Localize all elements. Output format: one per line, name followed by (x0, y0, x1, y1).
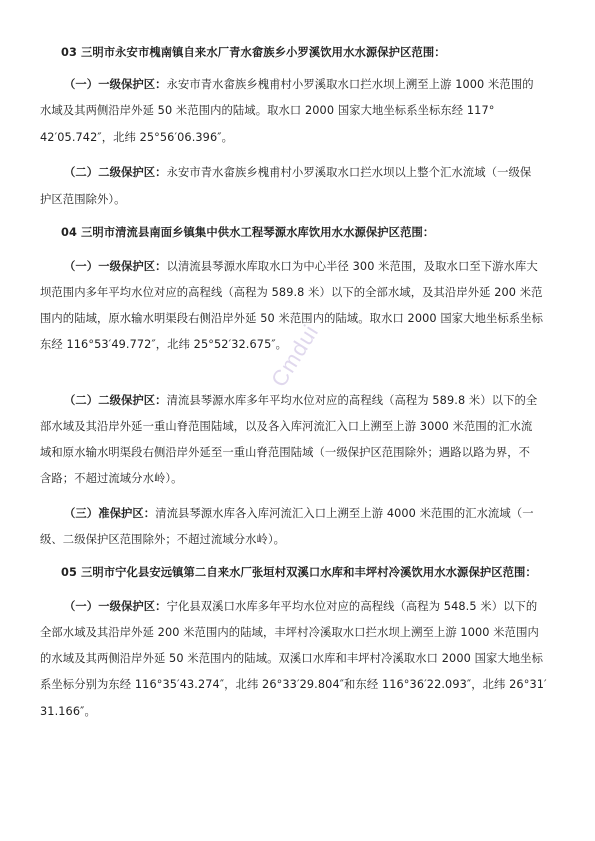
section-04-heading: 04 三明市清流县南面乡镇集中供水工程琴源水库饮用水水源保护区范围： (61, 226, 435, 239)
section-03-para-2-line-2: 护区范围除外）。 (40, 193, 126, 206)
section-04-para-2-line-3: 域和原水输水明渠段右侧沿岸外延至一重山脊范围陆域（一级保护区范围除外；遇路以路为界，不 (40, 446, 531, 459)
section-03-heading: 03 三明市永安市槐南镇自来水厂青水畲族乡小罗溪饮用水水源保护区范围： (61, 46, 446, 59)
section-05-para-1-line-2: 全部水域及其沿岸外延 200 米范围内的陆域，丰坪村冷溪取水口拦水坝上溯至上游 1000 米范围内 (40, 626, 539, 639)
section-03-para-2-line-1: （二）二级保护区：永安市青水畲族乡槐甫村小罗溪取水口拦水坝以上整个汇水流域（一级保 (64, 166, 532, 179)
section-03-para-1-line-1: （一）一级保护区：永安市青水畲族乡槐甫村小罗溪取水口拦水坝上溯至上游 1000 米范围的 (64, 78, 534, 91)
section-03-para-1-line-3: 42′05.742″，北纬 25°56′06.396″。 (40, 131, 233, 144)
section-04-para-2-line-1: （二）二级保护区：清流县琴源水库多年平均水位对应的高程线（高程为 589.8 米）以下的全 (64, 394, 538, 407)
section-05-para-1-line-5: 31.166″。 (40, 705, 96, 718)
section-04-para-2-line-2: 部水域及其沿岸外延一重山脊范围陆域，以及各入库河流汇入口上溯至上游 3000 米范围的汇水流 (40, 420, 533, 433)
section-04-para-1-line-3: 围内的陆域，原水输水明渠段右侧沿岸外延 50 米范围内的陆域。取水口 2000 国家大地坐标系坐标 (40, 312, 543, 325)
section-04-para-2-line-4: 含路；不超过流域分水岭）。 (40, 472, 183, 485)
section-04-para-1-line-4: 东经 116°53′49.772″，北纬 25°52′32.675″。 (40, 338, 288, 351)
section-04-para-1-line-1: （一）一级保护区：以清流县琴源水库取水口为中心半径 300 米范围，及取水口至下游水库大 (64, 260, 538, 273)
section-04-para-3-line-1: （三）准保护区：清流县琴源水库各入库河流汇入口上溯至上游 4000 米范围的汇水流域（一 (64, 507, 534, 520)
section-05-para-1-line-4: 系坐标分别为东经 116°35′43.274″，北纬 26°33′29.804″和东经 116°36′22.093″，北纬 26°31′ (40, 678, 547, 691)
section-05-para-1-line-3: 的水域及其两侧沿岸外延 50 米范围内的陆域。双溪口水库和丰坪村冷溪取水口 2000 国家大地坐标 (40, 652, 543, 665)
watermark: Cmdui (266, 319, 324, 392)
section-04-para-1-line-2: 坝范围内多年平均水位对应的高程线（高程为 589.8 米）以下的全部水域，及其沿岸外延 200 米范 (40, 286, 543, 299)
section-03-para-1-line-2: 水域及其两侧沿岸外延 50 米范围内的陆域。取水口 2000 国家大地坐标系坐标东经 117° (40, 104, 495, 117)
section-05-para-1-line-1: （一）一级保护区：宁化县双溪口水库多年平均水位对应的高程线（高程为 548.5 米）以下的 (64, 600, 538, 613)
section-05-heading: 05 三明市宁化县安远镇第二自来水厂张垣村双溪口水库和丰坪村冷溪饮用水水源保护区范围： (61, 566, 537, 579)
section-04-para-3-line-2: 级、二级保护区范围除外；不超过流域分水岭）。 (40, 533, 286, 546)
